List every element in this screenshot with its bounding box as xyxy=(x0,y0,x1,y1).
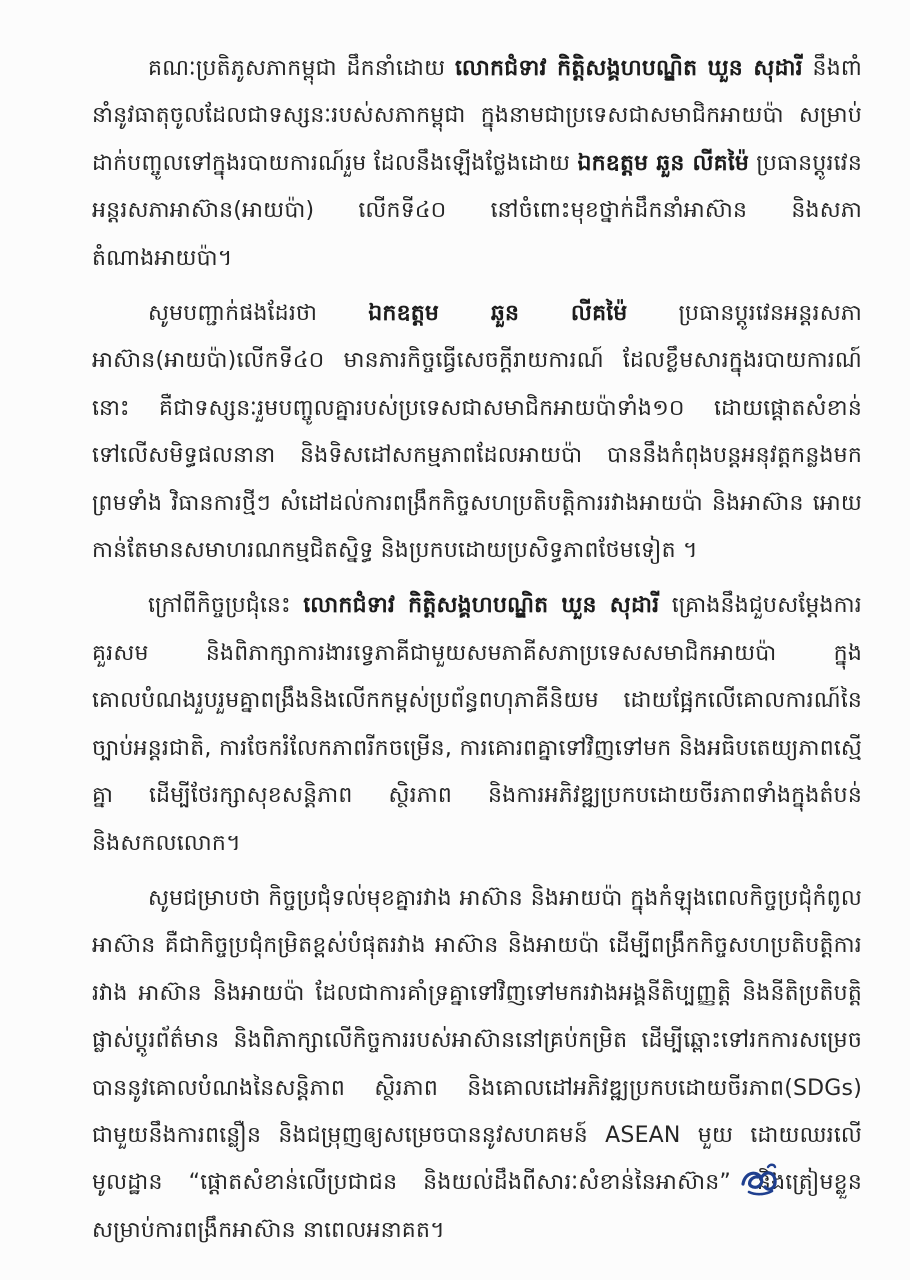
paragraph-3-bold-name: លោកជំទាវ កិត្តិសង្គហបណ្ឌិត ឃួន សុដារី xyxy=(303,593,660,619)
paragraph-1-bold-name-2: ឯកឧត្តម ឆួន លីគម៉ៃ xyxy=(577,150,749,176)
paragraph-1-text-1: គណៈប្រតិភូសភាកម្ពុជា ដឹកនាំដោយ xyxy=(148,56,455,81)
paragraph-4-text-1: សូមជម្រាបថា កិច្ចប្រជុំទល់មុខគ្នារវាង អាស៊ាន និងអាយប៉ា ក្នុងកំឡុងពេលកិច្ចប្រជុំកំពូលអាស៊ាន គឺជាកិច្ចប្រជុំកម្រិតខ្ពស់បំផុតរវាង អាស៊ាន និងអាយប៉ា ដើម្បីពង្រឹកកិច្ចសហប្រតិបត្តិការរវាង អាស៊ាន និងអាយប៉ា ដែលជាការគាំទ្រគ្នាទៅវិញទៅមករវាងអង្គនីតិប្បញ្ញត្តិ និងនីតិប្រតិបត្តិ ផ្លាស់ប្ដូរព័ត៌មាន និងពិភាក្សាលើកិច្ចការរបស់អាស៊ាននៅគ្រប់កម្រិត ដើម្បីឆ្ពោះទៅរកការសម្រេចបាននូវគោលបំណងនៃសន្តិភាព ស្ថិរភាព និងគោលដៅអភិវឌ្ឍប្រកបដោយចីរភាព(SDGs) ជាមួយនឹងការពន្លឿន និងជម្រុញឲ្យសម្រេចបាននូវសហគមន៍ ASEAN មួយ ដោយឈរលើមូលដ្ឋាន “ផ្ដោតសំខាន់លើប្រជាជន និងយល់ដឹងពីសារៈសំខាន់នៃអាស៊ាន” និងត្រៀមខ្លួនសម្រាប់ការពង្រឹកអាស៊ាន នាពេលអនាគត។ xyxy=(92,885,862,1243)
paragraph-3 xyxy=(92,582,862,866)
paragraph-3-text-1: ក្រៅពីកិច្ចប្រជុំនេះ xyxy=(148,593,304,619)
paragraph-2-text-1: សូមបញ្ជាក់ផងដែរថា xyxy=(148,301,369,327)
paragraph-2-text-2: ប្រធានប្ដូរវេនអន្តរសភាអាស៊ាន(អាយប៉ា)លើកទី៤០ មានភារកិច្ចធ្វើសេចក្ដីរាយការណ៍ ដែលខ្លឹមសារក្នុងរបាយការណ៍នោះ គឺជាទស្សនៈរួមបញ្ចូលគ្នារបស់ប្រទេសជាសមាជិកអាយប៉ាទាំង១០ ដោយផ្ដោតសំខាន់ទៅលើសមិទ្ធផលនានា និងទិសដៅសកម្មភាពដែលអាយប៉ា បាននឹងកំពុងបន្តអនុវត្តកន្លងមក ព្រមទាំង វិធានការថ្មីៗ សំដៅដល់ការពង្រឹកកិច្ចសហប្រតិបត្តិការរវាងអាយប៉ា និងអាស៊ាន អោយកាន់តែមានសមាហរណកម្មជិតស្និទ្ធ និងប្រកបដោយប្រសិទ្ធភាពថែមទៀត ។ xyxy=(92,301,862,564)
paragraph-1-bold-name-1: លោកជំទាវ កិត្តិសង្គហបណ្ឌិត ឃួន សុដារី xyxy=(454,56,803,81)
paragraph-1-text-2: នឹងពាំនាំនូវធាតុចូលដែលជាទស្សនៈរបស់សភាកម្ពុជា ក្នុងនាមជាប្រទេសជាសមាជិកអាយប៉ា សម្រាប់ដាក់បញ្ចូលទៅក្នុងរបាយការណ៍រួម ដែលនឹងឡើងថ្លែងដោយ xyxy=(92,56,863,176)
paragraph-2-bold-name: ឯកឧត្តម ឆួន លីគម៉ៃ xyxy=(368,301,628,327)
document-body xyxy=(92,45,862,1262)
paragraph-1 xyxy=(92,45,862,282)
paragraph-2 xyxy=(92,290,862,574)
paragraph-1-text-3: ប្រធានប្ដូរវេនអន្តរសភាអាស៊ាន(អាយប៉ា) លើកទី៤០ នៅចំពោះមុខថ្នាក់ដឹកនាំអាស៊ាន និងសភាតំណាងអាយប៉ា។ xyxy=(92,150,862,271)
paragraph-3-text-2: គ្រោងនឹងជួបសម្ដែងការគួរសម និងពិភាក្សាការងារទ្វេភាគីជាមួយសមភាគីសភាប្រទេសសមាជិកអាយប៉ា ក្នុងគោលបំណងរួបរួមគ្នាពង្រឹងនិងលើកកម្ពស់ប្រព័ន្ធពហុភាគីនិយម ដោយផ្អែកលើគោលការណ៍នៃច្បាប់អន្តរជាតិ, ការចែករំលែកភាពរីកចម្រើន, ការគោរពគ្នាទៅវិញទៅមក និងអធិបតេយ្យភាពស្មើគ្នា ដើម្បីថែរក្សាសុខសន្តិភាព ស្ថិរភាព និងការអភិវឌ្ឍប្រកបដោយចីរភាពទាំងក្នុងតំបន់ និងសកលលោក។ xyxy=(92,593,862,856)
signature-initial xyxy=(735,1158,783,1202)
